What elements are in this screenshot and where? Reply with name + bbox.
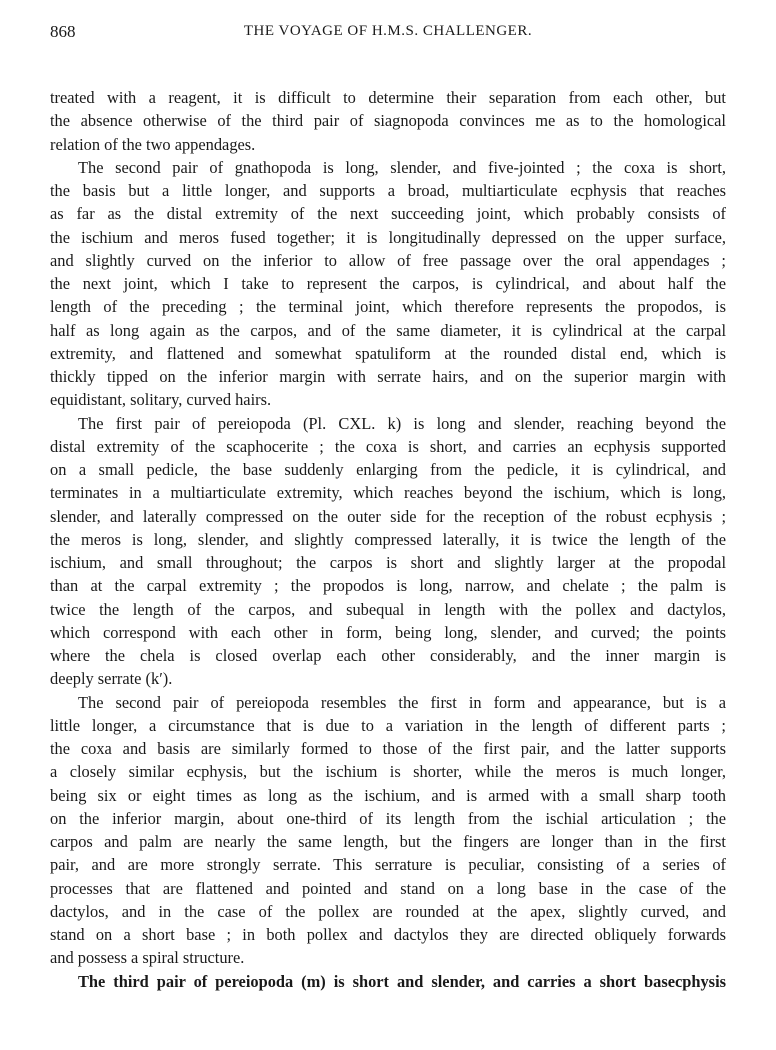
text-line: being six or eight times as long as the ischium, and is armed with a small sharp tooth [50, 785, 726, 805]
text-line: and possess a spiral structure. [50, 948, 245, 968]
text-line: as far as the distal extremity of the next succeeding joint, which probably consists of [50, 204, 726, 224]
text-line: on the inferior margin, about one-third of its length from the ischial articulation ; the [50, 808, 726, 828]
text-line: thickly tipped on the inferior margin with serrate hairs, and on the superior margin with [50, 367, 726, 386]
text-line: the next joint, which I take to represent the carpos, is cylindrical, and about half the [50, 274, 726, 293]
text-line: The first pair of pereiopoda (Pl. CXL. k) is long and slender, reaching beyond the [78, 413, 726, 433]
text-line: extremity, and flattened and somewhat spatuliform at the rounded distal end, which is [50, 343, 726, 363]
text-line: processes that are flattened and pointed and stand on a long base in the case of the [50, 878, 726, 898]
running-header [50, 22, 726, 44]
text-line: which correspond with each other in form, being long, slender, and curved; the points [50, 622, 726, 642]
text-line: stand on a short base ; in both pollex and dactylos they are directed obliquely forwards [50, 925, 726, 944]
text-line: The third pair of pereiopoda (m) is short and slender, and carries a short basecphysis [78, 971, 726, 991]
text-line: half as long again as the carpos, and of the same diameter, it is cylindrical at the carpal [50, 320, 726, 340]
paragraph [50, 156, 726, 412]
paragraph [50, 86, 726, 156]
text-line: the basis but a little longer, and supports a broad, multiarticulate ecphysis that reaches [50, 181, 726, 200]
text-line: pair, and are more strongly serrate. This serrature is peculiar, consisting of a series of [50, 855, 726, 875]
text-line: carpos and palm are nearly the same length, but the fingers are longer than in the first [50, 832, 726, 851]
paragraph [50, 691, 726, 970]
text-line: The second pair of gnathopoda is long, slender, and five-jointed ; the coxa is short, [78, 157, 726, 177]
body-text [50, 86, 726, 993]
running-title: THE VOYAGE OF H.M.S. CHALLENGER. [243, 23, 533, 39]
text-line: deeply serrate (k′). [50, 669, 173, 689]
text-line: the coxa and basis are similarly formed to those of the first pair, and the latter supports [50, 739, 726, 758]
page-number: 868 [50, 22, 76, 41]
text-line: ischium, and small throughout; the carpos is short and slightly larger at the propodal [50, 553, 726, 572]
text-line: treated with a reagent, it is difficult to determine their separation from each other, but [50, 88, 726, 107]
text-line: and slightly curved on the inferior to allow of free passage over the oral appendages ; [50, 250, 726, 270]
text-line: where the chela is closed overlap each other considerably, and the inner margin is [50, 646, 726, 665]
text-line: a closely similar ecphysis, but the ischium is shorter, while the meros is much longer, [50, 762, 726, 782]
text-line: little longer, a circumstance that is due to a variation in the length of different parts ; [50, 715, 726, 735]
text-line: The second pair of pereiopoda resembles the first in form and appearance, but is a [78, 692, 726, 712]
text-line: terminates in a multiarticulate extremity, which reaches beyond the ischium, which is long, [50, 483, 726, 503]
paragraph [50, 412, 726, 691]
text-line: the meros is long, slender, and slightly compressed laterally, it is twice the length of the [50, 529, 726, 549]
text-line: equidistant, solitary, curved hairs. [50, 390, 272, 410]
text-line: twice the length of the carpos, and subequal in length with the pollex and dactylos, [50, 599, 726, 619]
text-line: length of the preceding ; the terminal joint, which therefore represents the propodos, is [50, 297, 726, 317]
text-line: the absence otherwise of the third pair of siagnopoda convinces me as to the homological [50, 111, 726, 131]
text-line: slender, and laterally compressed on the outer side for the reception of the robust ecphysis ; [50, 506, 726, 526]
text-line: relation of the two appendages. [50, 134, 256, 154]
paragraph [50, 970, 726, 993]
text-line: dactylos, and in the case of the pollex are rounded at the apex, slightly curved, and [50, 901, 726, 921]
text-line: on a small pedicle, the base suddenly enlarging from the pedicle, it is cylindrical, and [50, 460, 726, 479]
text-line: the ischium and meros fused together; it is longitudinally depressed on the upper surface, [50, 227, 726, 247]
text-line: distal extremity of the scaphocerite ; the coxa is short, and carries an ecphysis supported [50, 436, 726, 456]
text-line: than at the carpal extremity ; the propodos is long, narrow, and chelate ; the palm is [50, 576, 726, 596]
